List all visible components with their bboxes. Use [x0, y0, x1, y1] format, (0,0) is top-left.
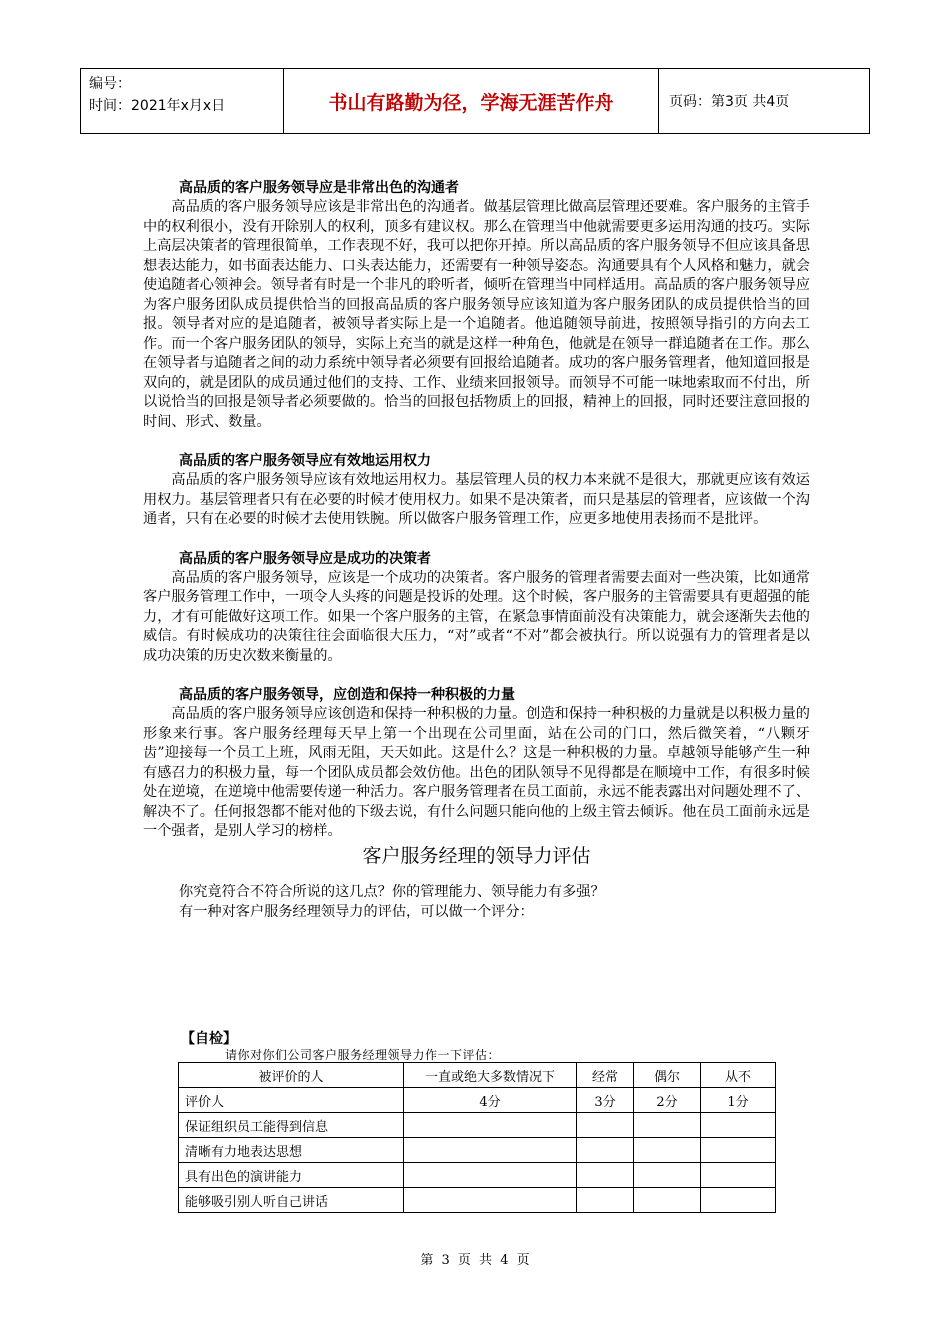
section-title: 高品质的客户服务领导应是非常出色的沟通者	[179, 180, 459, 196]
section-title: 高品质的客户服务领导应是成功的决策者	[179, 550, 431, 567]
table-header-cell: 偶尔	[634, 1063, 701, 1088]
section-body: 高品质的客户服务领导，应该是一个成功的决策者。客户服务的管理者需要去面对一些决策，比如通常客户服务管理工作中，一项令人头疼的问题是投诉的处理。这个时候，客户服务的主管需要具有更超强的能力，才有可能做好这项工作。如果一个客户服务的主管，在紧急事情面前没有决策能力，就会逐渐失去他的威信。有时候成功的决策往往会面临很大压力，“对”或者“不对”都会被执行。所以说强有力的管理者是以成功决策的历史次数来衡量的。	[143, 569, 810, 664]
document-body	[143, 178, 810, 922]
evaluation-question: 有一种对客户服务经理领导力的评估，可以做一个评分：	[179, 903, 534, 920]
section-title: 高品质的客户服务领导应有效地运用权力	[179, 453, 431, 469]
table-row	[179, 1163, 776, 1188]
table-cell[interactable]	[404, 1163, 577, 1188]
table-cell[interactable]	[701, 1138, 776, 1163]
table-cell[interactable]	[404, 1188, 577, 1213]
evaluation-table	[178, 1062, 776, 1213]
table-row	[179, 1088, 776, 1113]
table-cell[interactable]	[701, 1113, 776, 1138]
table-cell[interactable]	[634, 1113, 701, 1138]
table-cell: 1分	[701, 1088, 776, 1113]
table-row	[179, 1113, 776, 1138]
table-header-cell: 一直或绝大多数情况下	[404, 1063, 577, 1088]
table-cell: 2分	[634, 1088, 701, 1113]
section-body: 高品质的客户服务领导应该有效地运用权力。基层管理人员的权力本来就不是很大，那就更应该有效运用权力。基层管理者只有在必要的时候才使用权力。如果不是决策者，而只是基层的管理者，应该做一个沟通者，只有在必要的时候才去使用铁腕。所以做客户服务管理工作，应更多地使用表扬而不是批评。	[143, 472, 810, 527]
table-header-row	[179, 1063, 776, 1088]
table-cell: 4分	[404, 1088, 577, 1113]
page-number-label: 页码：第3页 共4页	[669, 94, 790, 110]
table-cell[interactable]	[577, 1188, 634, 1213]
page-footer: 第 3 页 共 4 页	[420, 1253, 530, 1268]
section-body: 高品质的客户服务领导应该创造和保持一种积极的力量。创造和保持一种积极的力量就是以积极力量的形象来行事。客户服务经理每天早上第一个出现在公司里面，站在公司的门口，然后微笑着，“八颗牙齿”迎接每一个员工上班，风雨无阻，天天如此。这是什么？这是一种积极的力量。卓越领导能够产生一种有感召力的积极力量，每一个团队成员都会效仿他。出色的团队领导不见得都是在顺境中工作，有很多时候处在逆境，在逆境中他需要传递一种活力。客户服务管理者在员工面前，永远不能表露出对问题处理不了、解决不了。任何报怨都不能对他的下级去说，有什么问题只能向他的上级主管去倾诉。他在员工面前永远是一个强者，是别人学习的榜样。	[143, 706, 810, 839]
table-cell: 保证组织员工能得到信息	[179, 1113, 404, 1138]
table-header-cell: 经常	[577, 1063, 634, 1088]
table-cell[interactable]	[634, 1138, 701, 1163]
section-title: 高品质的客户服务领导，应创造和保持一种积极的力量	[179, 687, 515, 703]
table-cell[interactable]	[634, 1188, 701, 1213]
evaluation-instruction: 请你对你们公司客户服务经理领导力作一下评估：	[225, 1048, 501, 1062]
table-row	[179, 1188, 776, 1213]
header-motto: 书山有路勤为径，学海无涯苦作舟	[284, 69, 659, 133]
table-cell: 清晰有力地表达思想	[179, 1138, 404, 1163]
header-meta	[81, 69, 284, 133]
evaluation-title: 客户服务经理的领导力评估	[362, 844, 591, 867]
table-cell[interactable]	[577, 1113, 634, 1138]
table-cell[interactable]	[701, 1188, 776, 1213]
table-cell[interactable]	[577, 1138, 634, 1163]
table-header-cell: 被评价的人	[179, 1063, 404, 1088]
self-check-label: 【自检】	[181, 1031, 237, 1047]
table-cell[interactable]	[404, 1138, 577, 1163]
number-label: 编号：	[89, 76, 131, 92]
table-cell[interactable]	[577, 1163, 634, 1188]
table-cell: 评价人	[179, 1088, 404, 1113]
table-cell[interactable]	[701, 1163, 776, 1188]
table-cell[interactable]	[634, 1163, 701, 1188]
time-label: 时间：2021年x月x日	[89, 98, 226, 114]
table-row	[179, 1138, 776, 1163]
page-header	[80, 68, 870, 134]
section-body: 高品质的客户服务领导应该是非常出色的沟通者。做基层管理比做高层管理还要难。客户服务的主管手中的权利很小，没有开除别人的权利，顶多有建议权。那么在管理当中他就需要更多运用沟通的技巧。实际上高层决策者的管理很简单，工作表现不好，我可以把你开掉。所以高品质的客户服务领导不但应该具备思想表达能力，如书面表达能力、口头表达能力，还需要有一种领导姿态。沟通要具有个人风格和魅力，就会使追随者心领神会。领导者有时是一个非凡的聆听者，倾听在管理当中同样适用。高品质的客户服务领导应为客户服务团队成员提供恰当的回报高品质的客户服务领导应该知道为客户服务团队的成员提供恰当的回报。领导者对应的是追随者，被领导者实际上是一个追随者。他追随领导前进，按照领导指引的方向去工作。而一个客户服务团队的领导，实际上充当的就是这样一种角色，他就是在领导一群追随者在工作。那么在领导者与追随者之间的动力系统中领导者必须要有回报给追随者。成功的客户服务管理者，他知道回报是双向的，就是团队的成员通过他们的支持、工作、业绩来回报领导。而领导不可能一味地索取而不付出，所以说恰当的回报是领导者必须要做的。恰当的回报包括物质上的回报，精神上的回报，同时还要注意回报的时间、形式、数量。	[143, 199, 810, 430]
table-header-cell: 从不	[701, 1063, 776, 1088]
table-cell[interactable]	[404, 1113, 577, 1138]
table-cell: 3分	[577, 1088, 634, 1113]
evaluation-question: 你究竟符合不符合所说的这几点？你的管理能力、领导能力有多强？	[179, 883, 605, 900]
table-cell: 能够吸引别人听自己讲话	[179, 1188, 404, 1213]
table-cell: 具有出色的演讲能力	[179, 1163, 404, 1188]
